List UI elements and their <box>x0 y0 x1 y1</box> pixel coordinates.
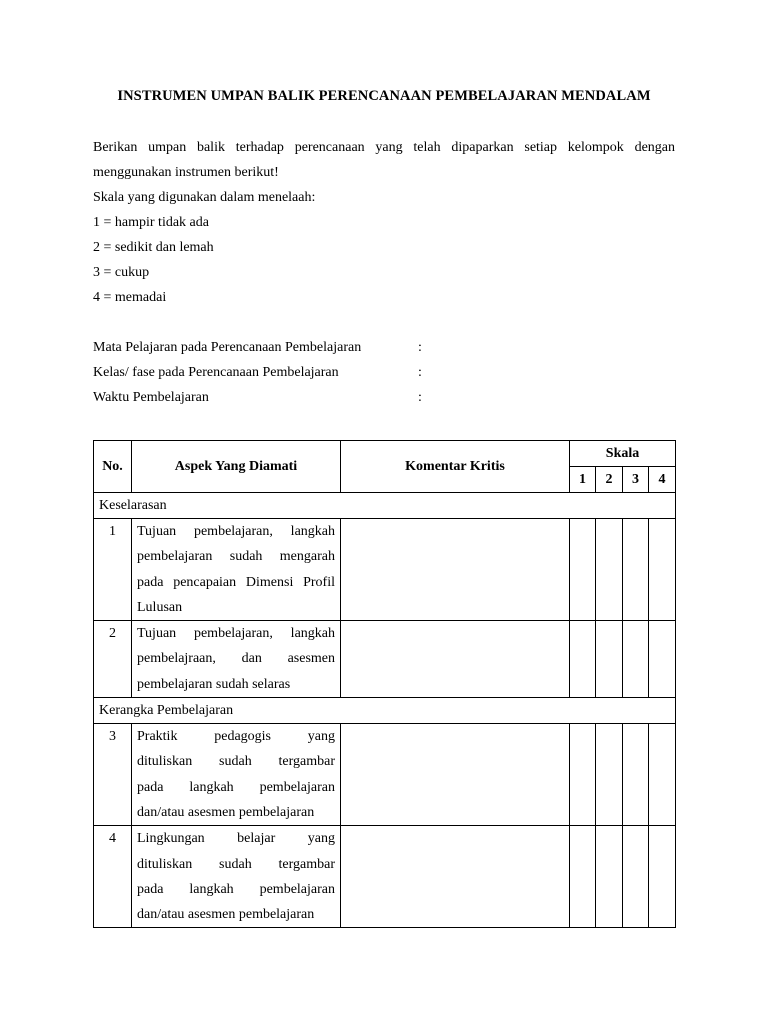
skala-cell-1[interactable] <box>570 621 596 698</box>
info-label: Kelas/ fase pada Perencanaan Pembelajaran <box>93 365 339 380</box>
aspect-line: pembelajraan, dan asesmen <box>137 651 335 667</box>
aspect-line: pembelajaran sudah selaras <box>137 676 291 692</box>
skala-cell-3[interactable] <box>623 724 649 826</box>
table-row <box>94 724 676 826</box>
info-label: Waktu Pembelajaran <box>93 390 209 405</box>
info-colon: : <box>418 340 422 355</box>
row-number: 2 <box>94 621 132 698</box>
header-skala-1: 1 <box>570 467 596 493</box>
comment-cell[interactable] <box>341 621 570 698</box>
skala-cell-4[interactable] <box>649 724 676 826</box>
aspect-line: pada pencapaian Dimensi Profil <box>137 574 335 590</box>
document-title: INSTRUMEN UMPAN BALIK PERENCANAAN PEMBELAJARAN MENDALAM <box>117 88 651 104</box>
skala-cell-3[interactable] <box>623 826 649 928</box>
skala-cell-4[interactable] <box>649 621 676 698</box>
aspect-cell <box>132 724 341 826</box>
skala-cell-1[interactable] <box>570 724 596 826</box>
skala-cell-4[interactable] <box>649 826 676 928</box>
scale-item-2: 2 = sedikit dan lemah <box>93 240 214 255</box>
table-row <box>94 519 676 621</box>
header-skala-2: 2 <box>596 467 623 493</box>
info-colon: : <box>418 390 422 405</box>
aspect-line: dituliskan sudah tergambar <box>137 856 335 872</box>
instruction-line-2: menggunakan instrumen berikut! <box>93 165 279 180</box>
header-skala: Skala <box>570 441 676 467</box>
instructions <box>93 135 675 310</box>
aspect-line: Tujuan pembelajaran, langkah <box>137 626 335 642</box>
section-label: Keselarasan <box>94 493 676 519</box>
aspect-line: pembelajaran sudah mengarah <box>137 549 335 565</box>
info-row-time <box>93 385 438 410</box>
scale-item-4: 4 = memadai <box>93 290 167 305</box>
skala-cell-2[interactable] <box>596 519 623 621</box>
scale-item-1: 1 = hampir tidak ada <box>93 215 209 230</box>
skala-cell-1[interactable] <box>570 826 596 928</box>
header-skala-3: 3 <box>623 467 649 493</box>
skala-cell-2[interactable] <box>596 826 623 928</box>
table-row <box>94 826 676 928</box>
skala-cell-2[interactable] <box>596 724 623 826</box>
skala-cell-1[interactable] <box>570 519 596 621</box>
table-row <box>94 621 676 698</box>
aspect-cell <box>132 621 341 698</box>
aspect-line: dan/atau asesmen pembelajaran <box>137 804 315 820</box>
instruction-line-1: Berikan umpan balik terhadap perencanaan yang telah dipaparkan setiap kelompok dengan <box>93 140 675 155</box>
aspect-line: dituliskan sudah tergambar <box>137 754 335 770</box>
comment-cell[interactable] <box>341 519 570 621</box>
aspect-line: dan/atau asesmen pembelajaran <box>137 907 315 923</box>
section-row <box>94 493 676 519</box>
info-row-subject <box>93 335 438 360</box>
section-row <box>94 698 676 724</box>
info-colon: : <box>418 365 422 380</box>
row-number: 1 <box>94 519 132 621</box>
row-number: 4 <box>94 826 132 928</box>
info-label: Mata Pelajaran pada Perencanaan Pembelajaran <box>93 340 362 355</box>
skala-cell-2[interactable] <box>596 621 623 698</box>
skala-cell-4[interactable] <box>649 519 676 621</box>
plan-info <box>93 335 438 410</box>
skala-cell-3[interactable] <box>623 519 649 621</box>
aspect-cell <box>132 519 341 621</box>
scale-item-3: 3 = cukup <box>93 265 150 280</box>
feedback-table <box>93 440 676 928</box>
aspect-line: Lingkungan belajar yang <box>137 831 335 847</box>
header-komentar: Komentar Kritis <box>341 441 570 493</box>
info-row-class <box>93 360 438 385</box>
aspect-line: Lulusan <box>137 599 183 615</box>
aspect-line: Praktik pedagogis yang <box>137 729 335 745</box>
scale-intro: Skala yang digunakan dalam menelaah: <box>93 190 316 205</box>
header-skala-4: 4 <box>649 467 676 493</box>
aspect-line: pada langkah pembelajaran <box>137 779 335 795</box>
section-label: Kerangka Pembelajaran <box>94 698 676 724</box>
aspect-line: Tujuan pembelajaran, langkah <box>137 524 335 539</box>
aspect-line: pada langkah pembelajaran <box>137 881 335 897</box>
skala-cell-3[interactable] <box>623 621 649 698</box>
comment-cell[interactable] <box>341 826 570 928</box>
header-no: No. <box>94 441 132 493</box>
row-number: 3 <box>94 724 132 826</box>
header-aspek: Aspek Yang Diamati <box>132 441 341 493</box>
aspect-cell <box>132 826 341 928</box>
comment-cell[interactable] <box>341 724 570 826</box>
